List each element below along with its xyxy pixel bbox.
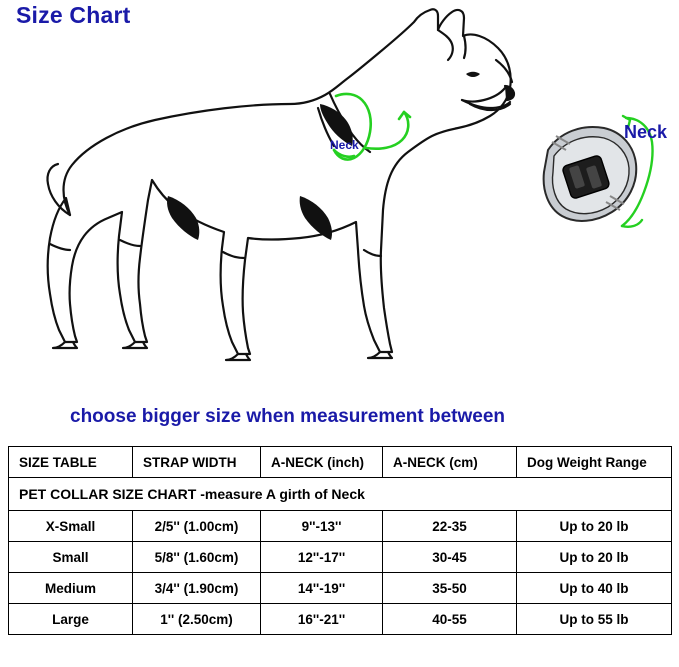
cell-aneck-cm: 35-50	[383, 573, 517, 604]
collar-illustration	[544, 127, 637, 221]
cell-aneck-cm: 40-55	[383, 604, 517, 635]
cell-size: Large	[9, 604, 133, 635]
instruction-text: choose bigger size when measurement between	[70, 406, 506, 427]
column-header-size-table: SIZE TABLE	[9, 447, 133, 478]
cell-strap-width: 3/4'' (1.90cm)	[133, 573, 261, 604]
cell-size: X-Small	[9, 511, 133, 542]
cell-weight-range: Up to 20 lb	[517, 511, 672, 542]
cell-size: Medium	[9, 573, 133, 604]
cell-strap-width: 5/8'' (1.60cm)	[133, 542, 261, 573]
table-row	[9, 511, 672, 542]
cell-size: Small	[9, 542, 133, 573]
cell-weight-range: Up to 20 lb	[517, 542, 672, 573]
column-header-dog-weight-range: Dog Weight Range	[517, 447, 672, 478]
table-caption: PET COLLAR SIZE CHART -measure A girth of Neck	[9, 478, 672, 511]
column-header-aneck-cm: A-NECK (cm)	[383, 447, 517, 478]
page-title: Size Chart	[16, 2, 131, 28]
neck-label-dog: Neck	[330, 138, 359, 152]
cell-aneck-cm: 22-35	[383, 511, 517, 542]
cell-weight-range: Up to 55 lb	[517, 604, 672, 635]
size-chart-table	[8, 446, 672, 635]
cell-aneck-inch: 16''-21''	[261, 604, 383, 635]
table-row	[9, 604, 672, 635]
cell-aneck-inch: 14''-19''	[261, 573, 383, 604]
table-caption-row	[9, 478, 672, 511]
table-header-row	[9, 447, 672, 478]
cell-strap-width: 1'' (2.50cm)	[133, 604, 261, 635]
neck-label-collar: Neck	[624, 122, 668, 142]
cell-strap-width: 2/5'' (1.00cm)	[133, 511, 261, 542]
cell-aneck-cm: 30-45	[383, 542, 517, 573]
cell-aneck-inch: 9''-13''	[261, 511, 383, 542]
table-row	[9, 573, 672, 604]
table-row	[9, 542, 672, 573]
cell-aneck-inch: 12''-17''	[261, 542, 383, 573]
column-header-strap-width: STRAP WIDTH	[133, 447, 261, 478]
column-header-aneck-inch: A-NECK (inch)	[261, 447, 383, 478]
cell-weight-range: Up to 40 lb	[517, 573, 672, 604]
